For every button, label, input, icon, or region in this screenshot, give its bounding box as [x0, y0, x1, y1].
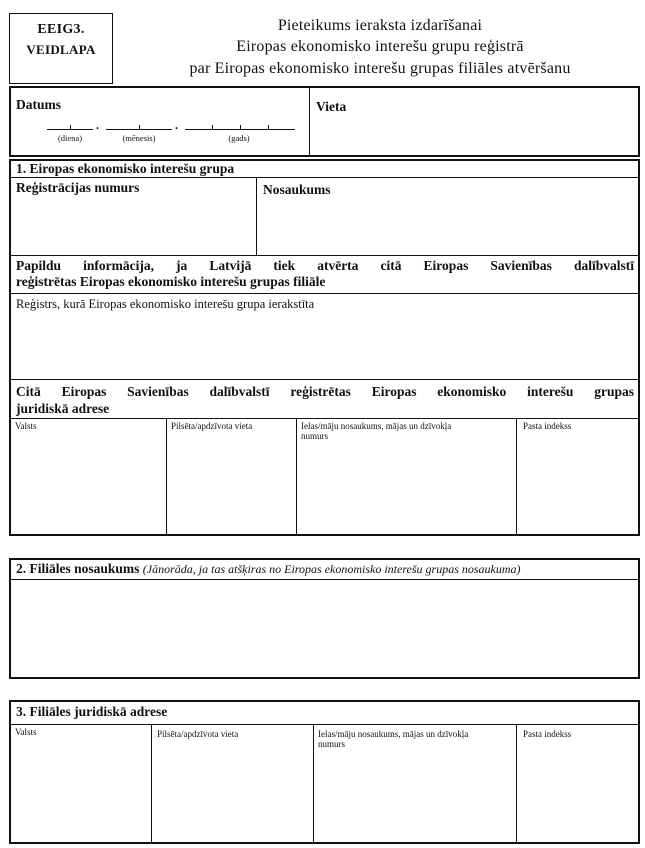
form-title-line2: Eiropas ekonomisko interešu grupu reģistrā [236, 38, 524, 55]
form-code: EEIG3. [37, 22, 85, 37]
postcode-label: Pasta indekss [523, 421, 572, 431]
registry-label: Reģistrs, kurā Eiropas ekonomisko interešu grupa ierakstīta [16, 297, 315, 311]
day-caption: (diena) [57, 133, 83, 143]
s3-postcode-label: Pasta indekss [523, 729, 572, 739]
group-name-label: Nosaukums [263, 182, 331, 197]
place-field[interactable] [312, 118, 636, 154]
country-label: Valsts [15, 421, 37, 431]
s3-country-field[interactable] [12, 744, 148, 840]
reg-number-field[interactable] [12, 198, 252, 252]
date-label: Datums [16, 97, 62, 112]
s3-city-field[interactable] [155, 744, 309, 840]
year-caption: (gads) [228, 133, 250, 143]
section2-note: (Jānorāda, ja tas atšķiras no Eiropas ekonomisko interešu grupas nosaukuma) [142, 562, 521, 576]
s3-street-field[interactable] [317, 754, 512, 840]
s3-city-label: Pilsēta/apdzīvota vieta [157, 729, 239, 739]
additional-info-line2: reģistrētas Eiropas ekonomisko interešu grupas filiāle [16, 274, 326, 289]
additional-info-line1: Papildu informācija, ja Latvijā tiek atvērta citā Eiropas Savienības dalībvalstī [16, 258, 634, 273]
branch-name-field[interactable] [12, 583, 636, 675]
street-field[interactable] [300, 446, 512, 532]
section2-header [16, 561, 521, 577]
section2-title: 2. Filiāles nosaukums [16, 561, 140, 576]
place-label: Vieta [316, 99, 347, 114]
s3-postcode-field[interactable] [520, 744, 636, 840]
form-code-label: VEIDLAPA [26, 42, 96, 57]
registry-field[interactable] [12, 314, 636, 376]
form-title-line1: Pieteikums ieraksta izdarīšanai [277, 17, 483, 34]
city-label: Pilsēta/apdzīvota vieta [171, 421, 253, 431]
s3-street-label: Ielas/māju nosaukums, mājas un dzīvokļa numurs [318, 729, 469, 749]
month-caption: (mēnesis) [122, 133, 156, 143]
form-title-line3: par Eiropas ekonomisko interešu grupas filiāles atvēršanu [189, 60, 571, 77]
date-place-divider [309, 87, 310, 156]
reg-number-label: Reģistrācijas numurs [16, 180, 140, 195]
date-field[interactable]: . . (diena) (mēnesis) (gads) [14, 118, 304, 148]
legal-address-line2: juridiskā adrese [16, 401, 110, 416]
postcode-field[interactable] [520, 440, 636, 532]
legal-address-line1: Citā Eiropas Savienības dalībvalstī reģistrētas Eiropas ekonomisko interešu grupas [16, 384, 634, 399]
s3-country-label: Valsts [15, 727, 37, 737]
country-field[interactable] [12, 440, 162, 532]
street-label: Ielas/māju nosaukums, mājas un dzīvokļa numurs [301, 421, 452, 441]
section3-title: 3. Filiāles juridiskā adrese [16, 704, 168, 719]
form-code-box [9, 13, 113, 84]
group-name-field[interactable] [260, 200, 636, 252]
city-field[interactable] [170, 440, 292, 532]
section1-title: 1. Eiropas ekonomisko interešu grupa [16, 161, 235, 176]
